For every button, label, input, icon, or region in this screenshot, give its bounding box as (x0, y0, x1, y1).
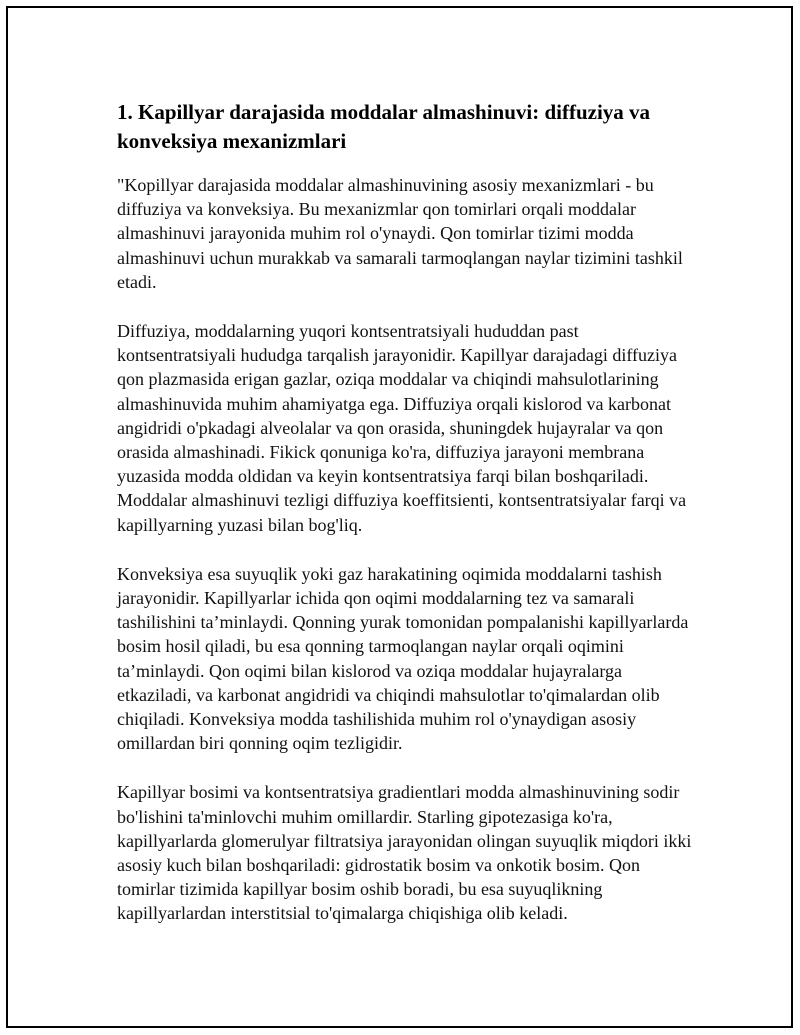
paragraph-convection: Konveksiya esa suyuqlik yoki gaz harakatining oqimida moddalarni tashish jarayonidir. Kapillyarlar ichida qon oqimi moddalarning tez va samarali tashilishini ta’minlaydi. Qonning yurak tomonidan pompalanishi kapillyarlarda bosim hosil qiladi, bu esa qonning tarmoqlangan naylar orqali oqimini ta’minlaydi. Qon oqimi bilan kislorod va oziqa moddalar hujayralarga etkaziladi, va karbonat angidridi va chiqindi mahsulotlar to'qimalardan olib chiqiladi. Konveksiya modda tashilishida muhim rol o'ynaydigan asosiy omillardan biri qonning oqim tezligidir. (117, 563, 689, 754)
document-content (117, 98, 697, 951)
paragraph-diffusion: Diffuziya, moddalarning yuqori kontsentratsiyali hududdan past kontsentratsiyali hududga tarqalish jarayonidir. Kapillyar darajadagi diffuziya qon plazmasida erigan gazlar, oziqa moddalar va chiqindi mahsulotlarining almashinuvida muhim ahamiyatga ega. Diffuziya orqali kislorod va karbonat angidridi o'pkadagi alveolalar va qon orasida, shuningdek hujayralar va qon orasida almashinadi. Fikick qonuniga ko'ra, diffuziya jarayoni membrana yuzasida modda oldidan va keyin kontsentratsiya farqi bilan boshqariladi. Moddalar almashinuvi tezligi diffuziya koeffitsienti, kontsentratsiyalar farqi va kapillyarning yuzasi bilan bog'liq. (117, 321, 687, 535)
paragraph-intro: "Kopillyar darajasida moddalar almashinuvining asosiy mexanizmlari - bu diffuziya va konveksiya. Bu mexanizmlar qon tomirlari orqali moddalar almashinuvi jarayonida muhim rol o'ynaydi. Qon tomirlar tizimi modda almashinuvi uchun murakkab va samarali tarmoqlangan naylar tizimini tashkil etadi. (117, 175, 683, 292)
section-title: 1. Kapillyar darajasida moddalar almashinuvi: diffuziya va konveksiya mexanizmlari (117, 100, 651, 153)
paragraph-capillary-pressure: Kapillyar bosimi va kontsentratsiya gradientlari modda almashinuvining sodir bo'lishini ta'minlovchi muhim omillardir. Starling gipotezasiga ko'ra, kapillyarlarda glomerulyar filtratsiya jarayonidan olingan suyuqlik miqdori ikki asosiy kuch bilan boshqariladi: gidrostatik bosim va onkotik bosim. Qon tomirlar tizimida kapillyar bosim oshib boradi, bu esa suyuqlikning kapillyarlardan interstitsial to'qimalarga chiqishiga olib keladi. (117, 782, 692, 924)
document-page (6, 6, 793, 1028)
